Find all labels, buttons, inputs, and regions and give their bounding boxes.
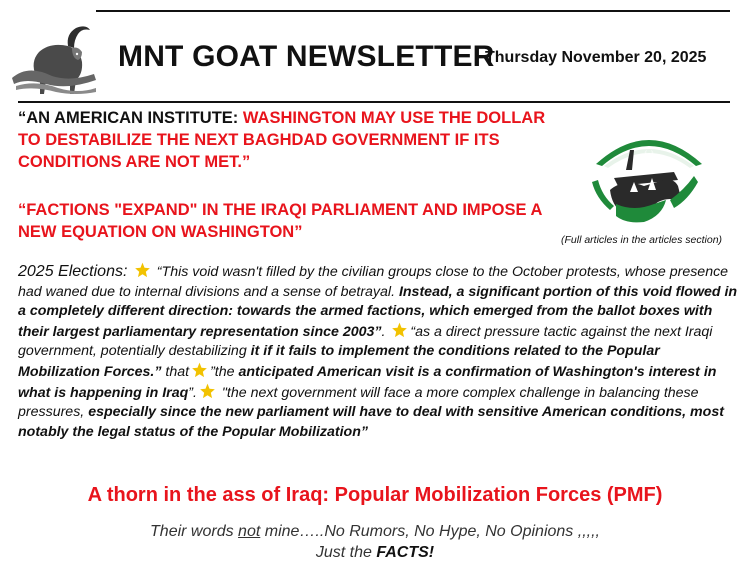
body-p3-bold: anticipated American visit is a confirmation of Washington's interest in what is happening in Iraq [18, 363, 717, 401]
emblem-caption: (Full articles in the articles section) [561, 234, 723, 246]
footer-part1: Their words [150, 523, 239, 540]
star-icon [391, 322, 408, 338]
headline-1-open: “AN AMERICAN INSTITUTE: [18, 109, 243, 127]
headline-1-close: ” [241, 153, 251, 171]
footer-line-2 [0, 542, 750, 563]
body-lead: 2025 Elections: [18, 263, 132, 280]
body-p4: "the next government will face a more complex challenge in balancing these pressures, [18, 384, 699, 421]
footer-motto [0, 521, 750, 563]
newsletter-title: MNT GOAT NEWSLETTER [118, 40, 495, 73]
star-icon [191, 362, 208, 378]
pmf-emblem-icon [574, 120, 724, 238]
body-p1-end: . [381, 323, 390, 340]
footer-underlined: not [238, 523, 261, 540]
body-p3-end: ”. [188, 384, 197, 401]
body-p2: “as a direct pressure tactic against the next Iraqi government, potentially destabilizing [18, 323, 713, 360]
pmf-tagline: A thorn in the ass of Iraq: Popular Mobilization Forces (PMF) [87, 484, 663, 506]
footer-line2-prefix: Just the [315, 544, 377, 561]
star-icon [134, 262, 151, 278]
svg-text:﴾ ﴿: ﴾ ﴿ [643, 150, 655, 158]
footer-part2: mine…..No Rumors, No Hype, No Opinions ,,,,, [260, 523, 600, 540]
body-p4-bold: especially since the new parliament will have to deal with sensitive American conditions, most notably the legal status of the Popular Mobilization” [18, 404, 724, 440]
body-p2-end: that [161, 363, 190, 380]
body-p2-bold: it if it fails to implement the conditions related to the Popular Mobilization Forces.” [18, 343, 660, 380]
top-rule [96, 10, 730, 12]
headline-1-red: WASHINGTON MAY USE THE DOLLAR TO DESTABILIZE THE NEXT BAGHDAD GOVERNMENT IF ITS CONDITIONS ARE NOT MET. [18, 109, 546, 171]
star-icon [199, 383, 216, 399]
headline-2: “FACTIONS "EXPAND" IN THE IRAQI PARLIAMENT AND IMPOSE A NEW EQUATION ON WASHINGTON” [18, 201, 542, 241]
footer-line-1 [0, 521, 750, 542]
body-p3: ”the [210, 363, 239, 380]
headline-1 [18, 107, 558, 173]
header-rule [18, 101, 730, 103]
goat-logo-icon [6, 18, 98, 96]
body-p1: “This void wasn't filled by the civilian groups close to the October protests, whose presence had waned due to internal divisions and a sense of betrayal. [18, 264, 729, 300]
footer-facts: FACTS! [376, 544, 435, 561]
body-p1-bold: Instead, a significant portion of this void flowed in a completely different direction: towards the armed factions, which emerged from the ballot boxes with their largest parliamentary representation since 2003” [18, 283, 738, 340]
article-body [18, 262, 744, 442]
newsletter-date: Thursday November 20, 2025 [485, 49, 707, 66]
